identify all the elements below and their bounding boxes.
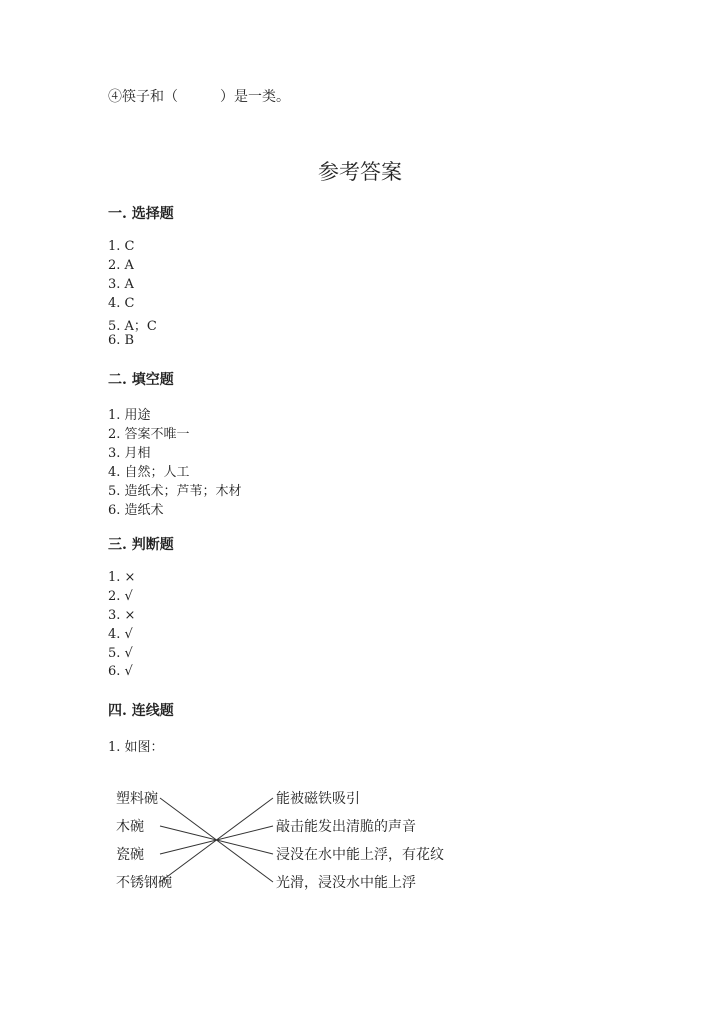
answer-item: 4. C [108,296,135,311]
matching-diagram [108,782,468,897]
answer-item: 6. 造纸术 [108,503,164,518]
answer-item: 6. √ [108,664,133,679]
answer-item: 6. B [108,333,135,348]
right-item-1: 敲击能发出清脆的声音 [276,819,416,835]
left-item-2: 瓷碗 [116,847,144,863]
answer-item: 1. 如图： [108,740,164,755]
section-heading-fill: 二. 填空题 [108,372,174,388]
left-item-3: 不锈钢碗 [116,875,172,891]
answer-item: 1. × [108,570,136,585]
left-item-1: 木碗 [116,819,144,835]
left-item-0: 塑料碗 [116,791,158,807]
answer-item: 3. A [108,277,134,292]
answer-item: 2. √ [108,589,133,604]
answer-item: 3. 月相 [108,446,151,461]
answer-item: 3. × [108,608,136,623]
answer-item: 2. A [108,258,134,273]
right-item-3: 光滑，浸没水中能上浮 [276,875,416,891]
answer-item: 5. A；C [108,319,157,334]
answer-item: 1. 用途 [108,408,151,423]
answer-item: 5. √ [108,646,133,661]
answer-item: 4. √ [108,627,133,642]
answer-item: 1. C [108,239,135,254]
section-heading-choice: 一. 选择题 [108,206,174,222]
right-item-2: 浸没在水中能上浮，有花纹 [276,847,444,863]
answer-item: 4. 自然；人工 [108,465,190,480]
question-4: ④筷子和（ ）是一类。 [108,89,290,105]
section-heading-matching: 四. 连线题 [108,703,174,719]
answer-item: 2. 答案不唯一 [108,427,190,442]
right-item-0: 能被磁铁吸引 [276,791,360,807]
answer-title: 参考答案 [318,160,402,184]
section-heading-judge: 三. 判断题 [108,537,174,553]
answer-item: 5. 造纸术；芦苇；木材 [108,484,242,499]
